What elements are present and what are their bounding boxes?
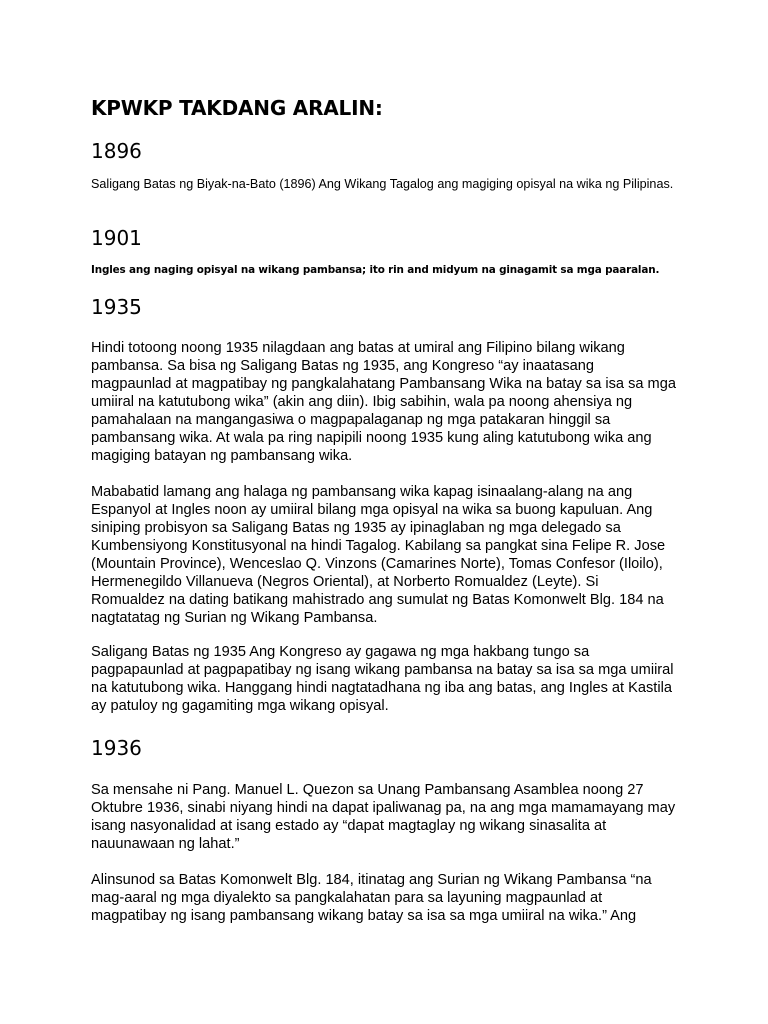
section-1935-paragraph-1: Hindi totoong noong 1935 nilagdaan ang batas at umiral ang Filipino bilang wikang pambansa. Sa bisa ng Saligang Batas ng 1935, ang Kongreso “ay inaatasang magpaunlad at magpatibay ng pangkalahatang Pambansang Wika na batay sa isa sa mga umiiral na katutubong wika” (akin ang diin). Ibig sabihin, wala pa noong ahensiya ng pamahalaan na mangangasiwa o magpapalaganap ng mga patakaran hinggil sa pambansang wika. At wala pa ring napipili noong 1935 kung aling katutubong wika ang magiging batayan ng pambansang wika. xyxy=(91,340,676,464)
section-1935-paragraph-2: Mababatid lamang ang halaga ng pambansang wika kapag isinaalang-alang na ang Espanyol at Ingles noon ay umiiral bilang mga opisyal na wika sa buong kapuluan. Ang siniping probisyon sa Saligang Batas ng 1935 ay ipinaglaban ng mga delegado sa Kumbensiyong Konstitusyonal na hindi Tagalog. Kabilang sa pangkat sina Felipe R. Jose (Mountain Province), Wenceslao Q. Vinzons (Camarines Norte), Tomas Confesor (Iloilo), Hermenegildo Villanueva (Negros Oriental), at Norberto Romualdez (Leyte). Si Romualdez na dating batikang mahistrado ang sumulat ng Batas Komonwelt Blg. 184 na nagtatatag ng Surian ng Wikang Pambansa. xyxy=(91,484,666,626)
section-1896-paragraph: Saligang Batas ng Biyak-na-Bato (1896) Ang Wikang Tagalog ang magiging opisyal na wika ng Pilipinas. xyxy=(91,177,674,191)
document-title: KPWKP TAKDANG ARALIN: xyxy=(91,96,383,120)
section-1901-paragraph: Ingles ang naging opisyal na wikang pambansa; ito rin and midyum na ginagamit sa mga paaralan. xyxy=(91,264,660,276)
section-heading-1936: 1936 xyxy=(91,736,142,760)
section-heading-1901: 1901 xyxy=(91,226,142,250)
section-1935-paragraph-3: Saligang Batas ng 1935 Ang Kongreso ay gagawa ng mga hakbang tungo sa pagpapaunlad at pagpapatibay ng isang wikang pambansa na batay sa isa sa mga umiiral na katutubong wika. Hanggang hindi nagtatadhana ng iba ang batas, ang Ingles at Kastila ay patuloy ng gagamiting mga wikang opisyal. xyxy=(91,644,674,714)
section-heading-1896: 1896 xyxy=(91,139,142,163)
section-1936-paragraph-2: Alinsunod sa Batas Komonwelt Blg. 184, itinatag ang Surian ng Wikang Pambansa “na mag-aaral ng mga diyalekto sa pangkalahatan para sa layuning magpaunlad at magpatibay ng isang pambansang wikang batay sa isa sa mga umiiral na wika.” Ang xyxy=(91,872,652,924)
section-heading-1935: 1935 xyxy=(91,295,142,319)
section-1936-paragraph-1: Sa mensahe ni Pang. Manuel L. Quezon sa Unang Pambansang Asamblea noong 27 Oktubre 1936, sinabi niyang hindi na dapat ipaliwanag pa, na ang mga mamamayang may isang nasyonalidad at isang estado ay “dapat magtaglay ng wikang sinasalita at nauunawaan ng lahat.” xyxy=(91,782,676,852)
